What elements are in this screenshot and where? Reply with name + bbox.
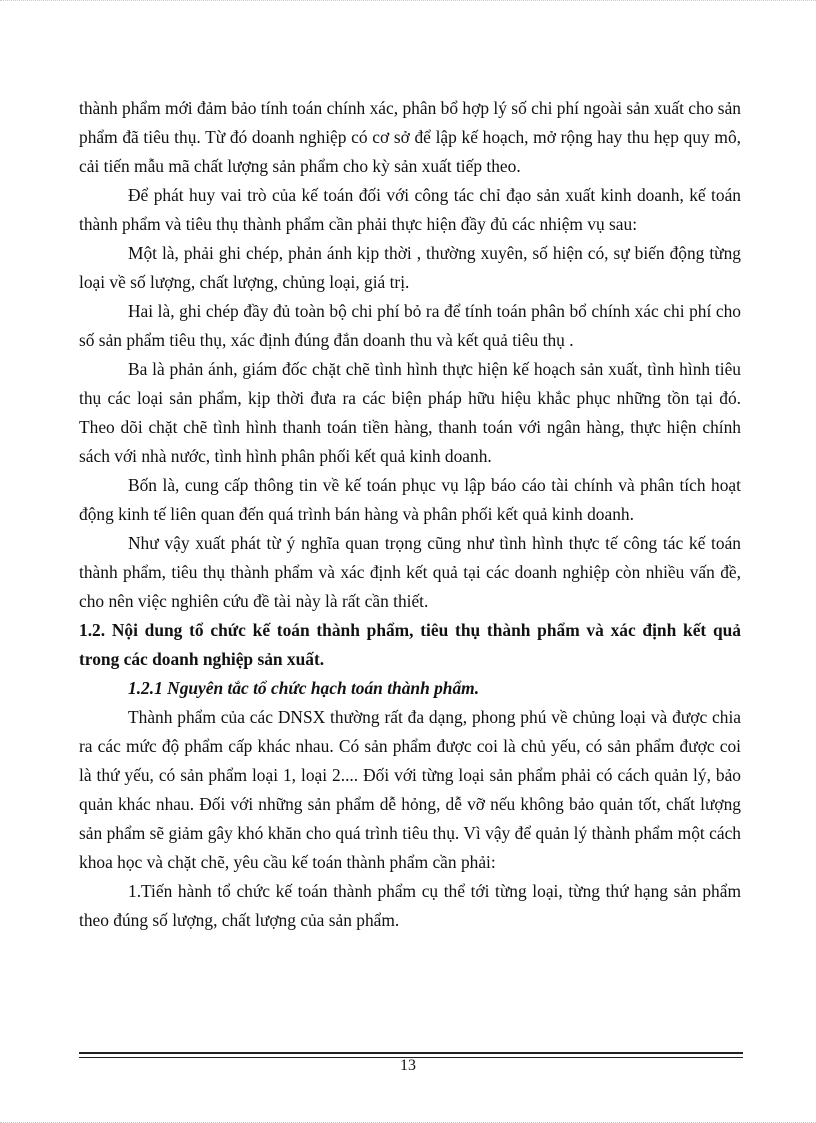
paragraph-task-one: Một là, phải ghi chép, phản ánh kịp thời , thường xuyên, số hiện có, sự biến động từng loại về số lượng, chất lượng, chủng loại, giá trị. [79, 243, 741, 292]
paragraph-conclusion: Như vậy xuất phát từ ý nghĩa quan trọng cũng như tình hình thực tế công tác kế toán thành phẩm, tiêu thụ thành phẩm và xác định kết quả tại các doanh nghiệp còn nhiều vấn đề, cho nên việc nghiên cứu đề tài này là rất cần thiết. [79, 533, 741, 611]
subsection-heading-text: 1.2.1 Nguyên tắc tổ chức hạch toán thành phẩm [128, 678, 475, 698]
section-heading: 1.2. Nội dung tổ chức kế toán thành phẩm, tiêu thụ thành phẩm và xác định kết quả trong các doanh nghiệp sản xuất. [79, 620, 741, 669]
page-body [79, 94, 741, 935]
page-number: 13 [400, 1057, 416, 1074]
paragraph-requirement-one: 1.Tiến hành tổ chức kế toán thành phẩm cụ thể tới từng loại, từng thứ hạng sản phẩm theo đúng số lượng, chất lượng của sản phẩm. [79, 881, 741, 930]
paragraph-tasks-intro: Để phát huy vai trò của kế toán đối với công tác chỉ đạo sản xuất kinh doanh, kế toán thành phẩm và tiêu thụ thành phẩm cần phải thực hiện đầy đủ các nhiệm vụ sau: [79, 185, 741, 234]
paragraph-continuation: thành phẩm mới đảm bảo tính toán chính xác, phân bổ hợp lý số chi phí ngoài sản xuất cho sản phẩm đã tiêu thụ. Từ đó doanh nghiệp có cơ sở để lập kế hoạch, mở rộng hay thu hẹp quy mô, cải tiến mẫu mã chất lượng sản phẩm cho kỳ sản xuất tiếp theo. [79, 98, 741, 176]
paragraph-task-three: Ba là phản ánh, giám đốc chặt chẽ tình hình thực hiện kế hoạch sản xuất, tình hình tiêu thụ các loại sản phẩm, kịp thời đưa ra các biện pháp hữu hiệu khắc phục những tồn tại đó. Theo dõi chặt chẽ tình hình thanh toán tiền hàng, thanh toán với ngân hàng, thực hiện chính sách với nhà nước, tình hình phân phối kết quả kinh doanh. [79, 359, 741, 466]
paragraph-product-types: Thành phẩm của các DNSX thường rất đa dạng, phong phú về chủng loại và được chia ra các mức độ phẩm cấp khác nhau. Có sản phẩm được coi là chủ yếu, có sản phẩm được coi là thứ yếu, có sản phẩm loại 1, loại 2.... Đối với từng loại sản phẩm phải có cách quản lý, bảo quản khác nhau. Đối với những sản phẩm dễ hỏng, dễ vỡ nếu không bảo quản tốt, chất lượng sản phẩm sẽ giảm gây khó khăn cho quá trình tiêu thụ. Vì vậy để quản lý thành phẩm một cách khoa học và chặt chẽ, yêu cầu kế toán thành phẩm cần phải: [79, 707, 741, 872]
subsection-heading: 1.2.1 Nguyên tắc tổ chức hạch toán thành phẩm. [128, 678, 480, 698]
paragraph-task-four: Bốn là, cung cấp thông tin về kế toán phục vụ lập báo cáo tài chính và phân tích hoạt động kinh tế liên quan đến quá trình bán hàng và phân phối kết quả kinh doanh. [79, 475, 741, 524]
paragraph-task-two: Hai là, ghi chép đầy đủ toàn bộ chi phí bỏ ra để tính toán phân bổ chính xác chi phí cho số sản phẩm tiêu thụ, xác định đúng đắn doanh thu và kết quả tiêu thụ . [79, 301, 741, 350]
